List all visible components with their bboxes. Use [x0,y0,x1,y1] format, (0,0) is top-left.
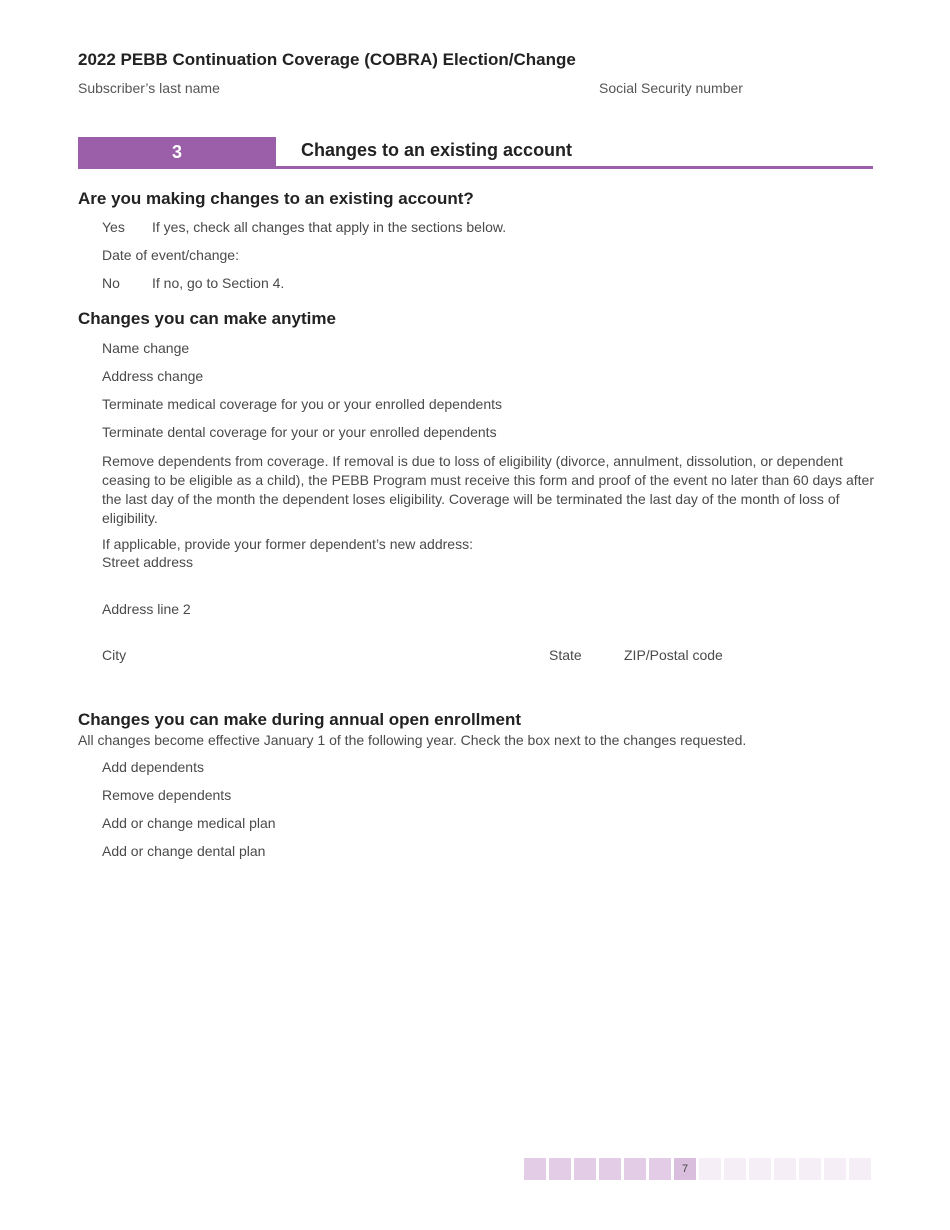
address-line2-label: Address line 2 [102,601,191,617]
form-title: 2022 PEBB Continuation Coverage (COBRA) Election/Change [78,50,576,69]
city-label: City [102,647,127,663]
address-change-option[interactable]: Address change [102,368,204,384]
terminate-medical-option[interactable]: Terminate medical coverage for you or your enrolled dependents [102,396,503,412]
page-box [649,1158,671,1180]
page-box [549,1158,571,1180]
remove-dependents-oe-option[interactable]: Remove dependents [102,787,232,803]
no-note: If no, go to Section 4. [152,275,285,291]
page-box [624,1158,646,1180]
street-address-label: Street address [102,554,194,570]
section-title: Changes to an existing account [301,140,573,160]
section-rule [78,166,873,169]
yes-option[interactable]: Yes [102,219,125,235]
remove-dependents-option[interactable]: Remove dependents from coverage. If removal is due to loss of eligibility (divorce, annulment, dissolution, or dependent ceasing to be eligible as a child), the PEBB Program must receive this form and proof of the event no later than 60 days after the last day of the month the dependent loses eligibility. Coverage will be terminated the last day of the month of loss of eligibility. [102,453,874,526]
open-enrollment-heading: Changes you can make during annual open enrollment [78,710,522,729]
page-box [524,1158,546,1180]
terminate-dental-option[interactable]: Terminate dental coverage for your or your enrolled dependents [102,424,497,440]
anytime-changes-heading: Changes you can make anytime [78,309,336,328]
page-box [774,1158,796,1180]
no-option[interactable]: No [102,275,120,291]
zip-label: ZIP/Postal code [624,647,723,663]
existing-account-heading: Are you making changes to an existing account? [78,189,474,208]
former-dependent-address-intro: If applicable, provide your former dependent’s new address: [102,536,473,552]
page-box [724,1158,746,1180]
page-box [799,1158,821,1180]
yes-note: If yes, check all changes that apply in the sections below. [152,219,507,235]
current-page-number: 7 [674,1158,696,1180]
page-indicator [524,1158,871,1180]
page-box [599,1158,621,1180]
medical-plan-option[interactable]: Add or change medical plan [102,815,276,831]
name-change-option[interactable]: Name change [102,340,190,356]
ssn-label: Social Security number [599,80,743,96]
page-box [574,1158,596,1180]
page-box [749,1158,771,1180]
section-header-band [78,137,873,169]
subscriber-last-name-label: Subscriber’s last name [78,80,220,96]
page-box [849,1158,871,1180]
page-box [699,1158,721,1180]
open-enrollment-note: All changes become effective January 1 of the following year. Check the box next to the changes requested. [78,732,747,748]
section-number: 3 [78,137,276,167]
dental-plan-option[interactable]: Add or change dental plan [102,843,266,859]
state-label: State [549,647,582,663]
page-box [824,1158,846,1180]
add-dependents-option[interactable]: Add dependents [102,759,204,775]
date-of-event-label: Date of event/change: [102,247,239,263]
